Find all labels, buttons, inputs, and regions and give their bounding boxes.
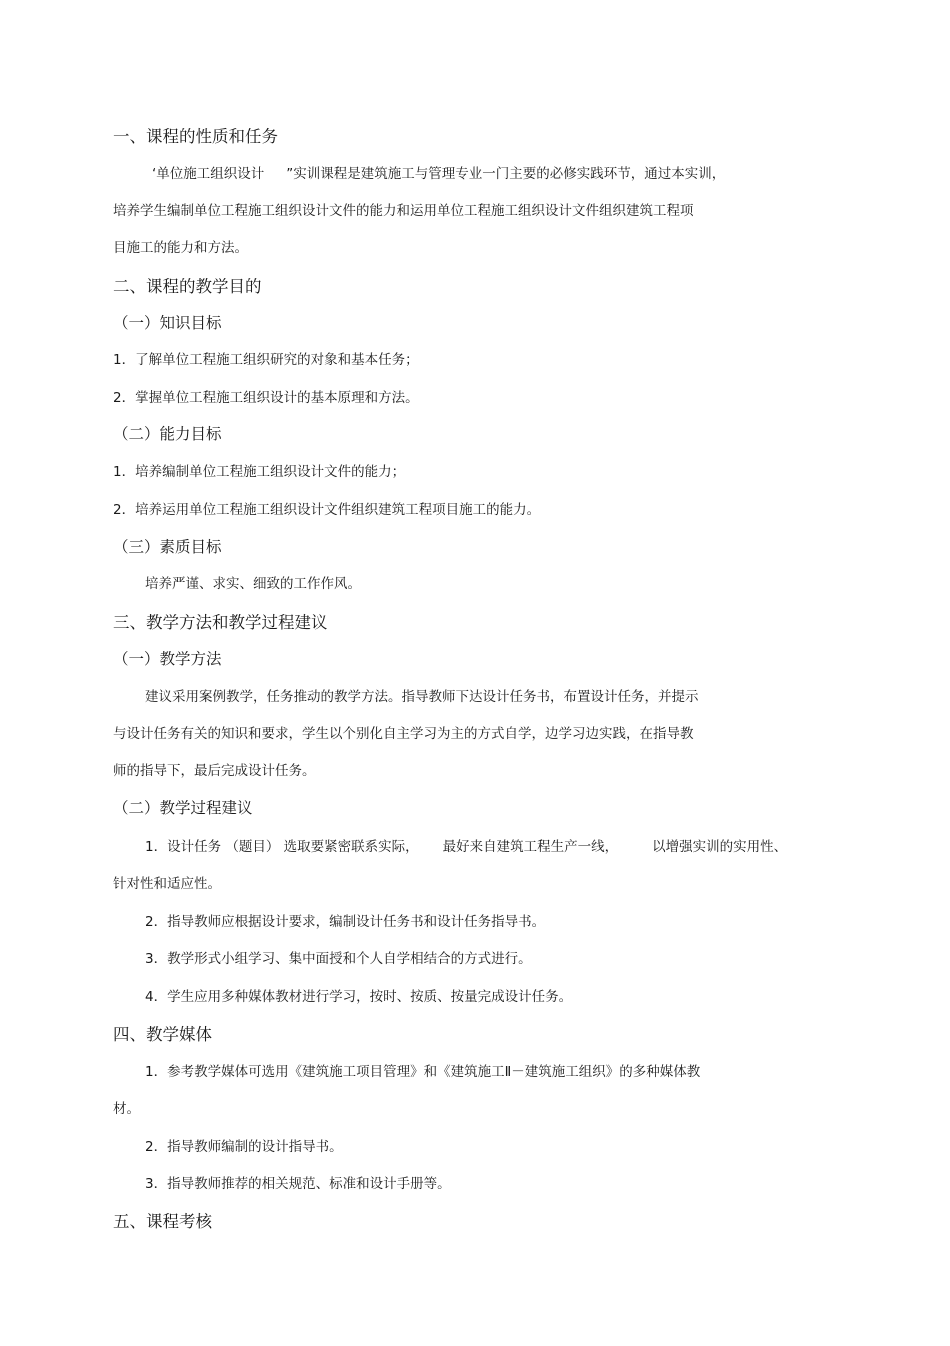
paragraph-line	[152, 162, 725, 182]
paragraph-line: 培养学生编制单位工程施工组织设计文件的能力和运用单位工程施工组织设计文件组织建筑工程项	[113, 203, 694, 219]
paragraph-text: ‘单位施工组织设计	[152, 166, 265, 182]
paragraph-line: 培养严谨、求实、细致的工作作风。	[145, 576, 361, 592]
subsection-title: （二）教学过程建议	[113, 799, 253, 817]
subsection-title: （一）教学方法	[113, 650, 222, 668]
section-2-title: 二、课程的教学目的	[113, 277, 262, 296]
subsection-title: （三）素质目标	[113, 538, 222, 556]
list-item-text: 最好来自建筑工程生产一线，	[442, 839, 619, 855]
paragraph-line: 材。	[113, 1101, 140, 1117]
list-item: 1．参考教学媒体可选用《建筑施工项目管理》和《建筑施工Ⅱ－建筑施工组织》的多种媒体教	[145, 1064, 701, 1080]
list-item: 2．指导教师应根据设计要求，编制设计任务书和设计任务指导书。	[145, 914, 546, 930]
list-item: 3．教学形式小组学习、集中面授和个人自学相结合的方式进行。	[145, 951, 532, 967]
list-item: 1．培养编制单位工程施工组织设计文件的能力；	[113, 464, 406, 480]
section-1-title: 一、课程的性质和任务	[113, 127, 278, 146]
paragraph-line: 与设计任务有关的知识和要求，学生以个别化自主学习为主的方式自学，边学习边实践，在指导教	[113, 726, 694, 742]
paragraph-line: 目施工的能力和方法。	[113, 240, 248, 256]
paragraph-line: 建议采用案例教学，任务推动的教学方法。指导教师下达设计任务书，布置设计任务，并提示	[145, 689, 699, 705]
list-item: 1．了解单位工程施工组织研究的对象和基本任务；	[113, 352, 419, 368]
list-item: 2．指导教师编制的设计指导书。	[145, 1139, 343, 1155]
list-item-text: 1．设计任务 （题目） 选取要紧密联系实际，	[145, 839, 419, 855]
paragraph-line: 针对性和适应性。	[113, 876, 221, 892]
subsection-title: （二）能力目标	[113, 425, 222, 443]
list-item: 2．掌握单位工程施工组织设计的基本原理和方法。	[113, 390, 419, 406]
section-3-title: 三、教学方法和教学过程建议	[113, 613, 328, 632]
section-5-title: 五、课程考核	[113, 1212, 212, 1231]
list-item: 3．指导教师推荐的相关规范、标准和设计手册等。	[145, 1176, 451, 1192]
section-4-title: 四、教学媒体	[113, 1025, 212, 1044]
paragraph-line: 师的指导下，最后完成设计任务。	[113, 763, 316, 779]
list-item: 2．培养运用单位工程施工组织设计文件组织建筑工程项目施工的能力。	[113, 502, 541, 518]
list-item	[145, 835, 787, 855]
list-item: 4．学生应用多种媒体教材进行学习，按时、按质、按量完成设计任务。	[145, 989, 573, 1005]
subsection-title: （一）知识目标	[113, 314, 222, 332]
list-item-text: 以增强实训的实用性、	[652, 839, 788, 855]
paragraph-text: ”实训课程是建筑施工与管理专业一门主要的必修实践环节，通过本实训，	[286, 166, 726, 182]
